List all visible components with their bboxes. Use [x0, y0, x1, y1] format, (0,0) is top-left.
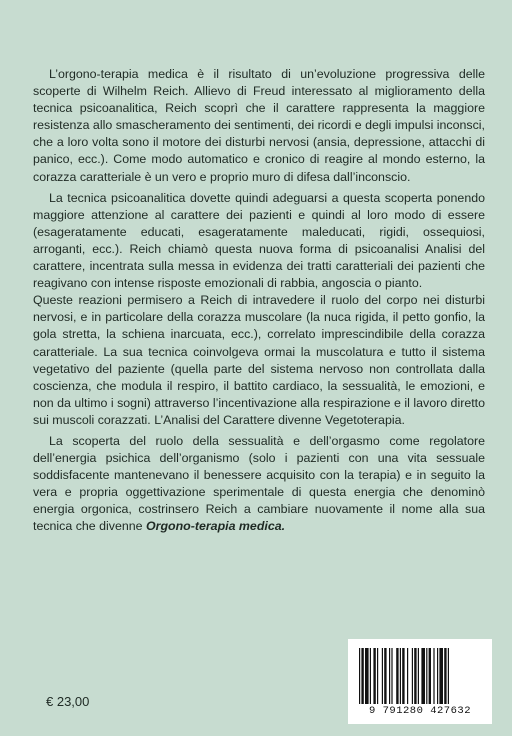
barcode-bar	[412, 648, 413, 704]
barcode-bar	[373, 648, 375, 704]
barcode-bar	[448, 648, 449, 704]
barcode-bar	[444, 648, 446, 704]
barcode-bar	[400, 648, 401, 704]
barcode-bar	[437, 648, 438, 704]
barcode-bar	[389, 648, 390, 704]
barcode-bar	[361, 648, 363, 704]
paragraph-2: La tecnica psicoanalitica dovette quindi adeguarsi a questa scoperta ponendo maggiore attenzione al carattere dei pazienti e quindi al loro modo di essere (esageratamente educati, esageratamente maleducati, rigidi, ossequiosi, arroganti, ecc.). Reich chiamò questa nuova forma di psicoanalisi Analisi del carattere, incentrata sulla messa in evidenza dei tratti caratteriali dei pazienti che reagivano con intense risposte emozionali di rabbia, angoscia o pianto.	[33, 190, 485, 291]
paragraph-4-text: La scoperta del ruolo della sessualità e dell’orgasmo come regolatore dell’energia psichica dell’organismo (solo i pazienti con una vita sessuale soddisfacente mantenevano il benessere acquisito con la terapia) e in seguito la vera e propria oggettivazione sperimentale di questa energia che denominò energia orgonica, costrinsero Reich a cambiare nuovamente il nome alla sua tecnica che divenne	[33, 433, 485, 534]
barcode-bar	[396, 648, 398, 704]
barcode-number: 9 791280 427632	[368, 705, 471, 717]
barcode-bar	[426, 648, 427, 704]
barcode-bar	[414, 648, 416, 704]
closing-emphasis: Orgono-terapia medica.	[145, 519, 286, 534]
barcode-bar	[402, 648, 404, 704]
barcode-bar	[439, 648, 443, 704]
barcode-bar	[370, 648, 371, 704]
barcode-bar	[382, 648, 383, 704]
barcode	[348, 639, 492, 724]
barcode-bar	[384, 648, 386, 704]
barcode-bar	[433, 648, 434, 704]
paragraph-1: L’orgono-terapia medica è il risultato di un’evoluzione progressiva delle scoperte di Wilhelm Reich. Allievo di Freud interessato al miglioramento della tecnica psicoanalitica, Reich scoprì che il carattere rappresenta la maggiore resistenza allo smascheramento dei sentimenti, dei ricordi e degli impulsi inconsci, che a loro volta sono il motore dei disturbi nervosi (ansia, depressione, attacchi di panico, ecc.). Come modo automatico e cronico di reagire al mondo esterno, la corazza caratteriale è un vero e proprio muro di difesa dall’inconscio.	[33, 67, 485, 184]
barcode-bar	[365, 648, 369, 704]
barcode-bar	[377, 648, 378, 704]
paragraph-4	[33, 433, 485, 536]
paragraph-3: Queste reazioni permisero a Reich di intravedere il ruolo del corpo nei disturbi nervosi, e in particolare della corazza muscolare (la nuca rigida, il petto gonfio, la gola stretta, la schiena inarcuata, ecc.), correlato imprescindibile della corazza caratteriale. La sua tecnica coinvolgeva ormai la muscolatura e tutto il sistema vegetativo del paziente (quella parte del sistema nervoso non controllata dalla coscienza, che modula il respiro, il battito cardiaco, la sessualità, le emozioni, e non da ultimo i sogni) attraverso l’incentivazione alla respirazione e il lavoro diretto sui muscoli corazzati. L’Analisi del Carattere divenne Vegetoterapia.	[33, 293, 485, 427]
barcode-bar	[421, 648, 425, 704]
barcode-bar	[391, 648, 392, 704]
price-label: € 23,00	[46, 694, 90, 709]
barcode-bar	[418, 648, 419, 704]
barcode-bar	[407, 648, 408, 704]
blurb-text	[33, 66, 485, 536]
barcode-bars	[357, 648, 483, 704]
barcode-bar	[359, 648, 360, 704]
barcode-bar	[429, 648, 431, 704]
